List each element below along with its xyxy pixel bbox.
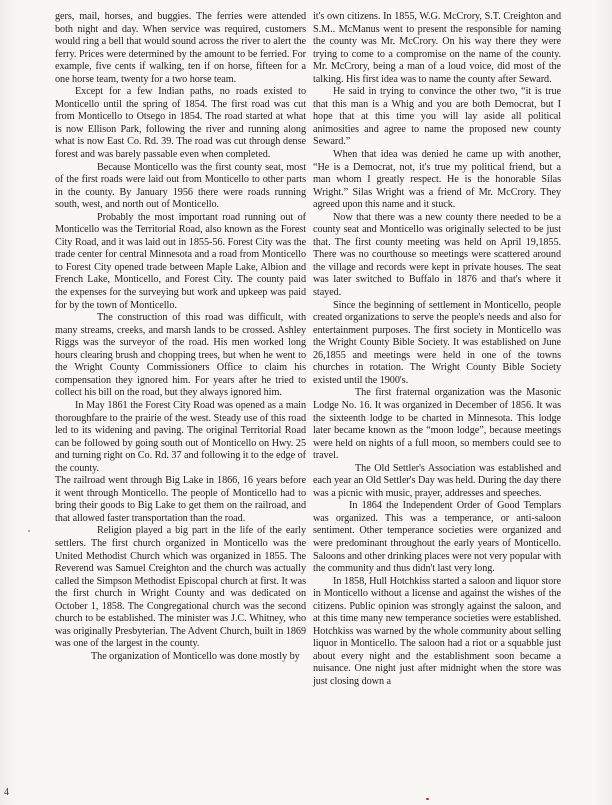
paragraph-county-naming: it's own citizens. In 1855, W.G. McCrory, S.T. Creighton and S.M.. McManus went to present the responsible for naming the county was Mr. McCrory. On his way there they were trying to come to a compromise on the name of the county. Mr. McCrory, being a man of a loud voice, did most of the talking. His first idea was to name the county after Seward. <box>313 11 561 85</box>
paragraph-county-seat-roads: Because Monticello was the first county seat, most of the first roads were laid out from Monticello to other parts in the county. By January 1956 there were roads running south, west, and north out of Monticello. <box>55 161 306 211</box>
paragraph-ferries: gers, mail, horses, and buggies. The ferries were attended both night and day. When service was required, customers would ring a bell that would sound across the river to alert the ferry. Prices were determined by the amount to be ferried. For example, five cents if walking, ten if on horse, fifteen for a one horse team, twenty for a two horse team. <box>55 11 306 85</box>
paragraph-organization-start: The organization of Monticello was done mostly by <box>91 650 300 662</box>
paragraph-good-templars: In 1864 the Independent Order of Good Templars was organized. This was a temperance, or anti-saloon sentiment. Other temperance societies were organized and were predominant throughout the early years of Monticello. Saloons and other drinking places were not very popular with the community and thus didn't last very long. <box>313 500 561 575</box>
paragraph-silas-wright: When that idea was denied he came up with another, “He is a Democrat, not, it's true my political friend, but a man whom I greatly respect. He is the honorable Silas Wright.” Silas Wright was a friend of Mr. McCrory. They agreed upon this name and it stuck. <box>313 149 561 211</box>
page-number: 4 <box>4 787 9 798</box>
paragraph-road-construction: The construction of this road was difficult, with many streams, creeks, and marsh lands to be crossed. Ashley Riggs was the surveyor of the road. His men worked long hours clearing brush and chopping trees, but when he went to the Wright County Commissioners Office to claim his compensation they ignored him. For years after he tried to collect his bill on the road, but they always ignored him. <box>55 312 306 399</box>
paragraph-bible-society: Since the beginning of settlement in Monticello, people created organizations to serve the people's needs and also for entertainment purposes. The first society in Monticello was the Wright County Bible Society. It was established on June 26,1855 and meetings were held in one of the towns churches in rotation. The Wright County Bible Society existed until the 1900's. <box>313 299 561 386</box>
paragraph-territorial-road: Probably the most important road running out of Monticello was the Territorial Road, also known as the Forest City Road, and it was laid out in 1855-56. Forest City was the trade center for central Minnesota and a road from Monticello to Forest City opened trade between Maple Lake, Albion and French Lake, Monticello, and Forest City. The county paid the expenses for the surveying but work and upkeep was paid for by the town of Monticello. <box>55 211 306 311</box>
scan-speck <box>426 798 429 800</box>
paragraph-railroad: The railroad went through Big Lake in 1866, 16 years before it went through Monticello. The people of Monticello had to bring their goods to Big Lake to get them on the railroad, and that allowed faster transportation than the road. <box>55 475 306 524</box>
paragraph-religion: Religion played a big part in the life of the early settlers. The first church organized in Monticello was the United Methodist Church which was organized in 1855. The Reverend was Samuel Creighton and the church was actually called the Simpson Methodist Episcopal church at first. It was the first church in Wright County and was dedicated on October 1, 1858. The Congregational church was the second church to be established. The minister was J.C. Whitney, who was originally Presbyterian. The Advent Church, built in 1869 was one of the largest in the county. <box>55 525 306 650</box>
paragraph-seward-quote: He said in trying to convince the other two, “it is true that this man is a Whig and you are both Democrat, but I hope that at this time you will lay aside all political animosities and agree to name the proposed new county Seward.” <box>313 86 561 148</box>
paragraph-first-roads: Except for a few Indian paths, no roads existed to Monticello until the spring of 1854. The first road was cut from Monticello to Otsego in 1854. The road started at what is now Ellison Park, following the river and running along what is now East Co. Rd. 39. The road was cut through dense forest and was barely passable even when completed. <box>55 86 306 161</box>
paragraph-forest-city-road: In May 1861 the Forest City Road was opened as a main thoroughfare to the prairie of the west. Steady use of this road led to its widening and paving. The original Territorial Road can be followed by going south out of Monticello on Hwy. 25 and turning right on Co. Rd. 37 and following it to the edge of the county. <box>55 399 306 474</box>
paragraph-saloon: In 1858, Hull Hotchkiss started a saloon and liquor store in Monticello without a license and against the wishes of the citizens. Public opinion was strongly against the saloon, and at this time many new temperance societies were established. Hotchkiss was warned by the whole community about selling liquor in Monticello. The saloon had a riot or a squabble just about every night and the establishment soon became a nuisance. One night just after midnight when the store was just closing down a <box>313 575 561 687</box>
right-text-column <box>313 11 561 689</box>
left-text-column <box>55 11 306 663</box>
scan-speck-left <box>28 530 30 532</box>
paragraph-old-settlers: The Old Settler's Association was established and each year an Old Settler's Day was held. During the day there was a picnic with music, prayer, addresses and speeches. <box>313 462 561 499</box>
paragraph-masonic-lodge: The first fraternal organization was the Masonic Lodge No. 16. It was organized in December of 1856. It was the sixteenth lodge to be charted in Minnesota. This lodge later became known as the “moon lodge”, because meetings were held on nights of a full moon, so members could see to travel. <box>313 387 561 462</box>
paragraph-county-seat: Now that there was a new county there needed to be a county seat and Monticello was originally selected to be just that. The first county meeting was held on April 19,1855. There was no courthouse so meetings were scattered around the village and records were kept in private houses. The seat was later switched to Buffalo in 1876 and that's where it stayed. <box>313 211 561 299</box>
